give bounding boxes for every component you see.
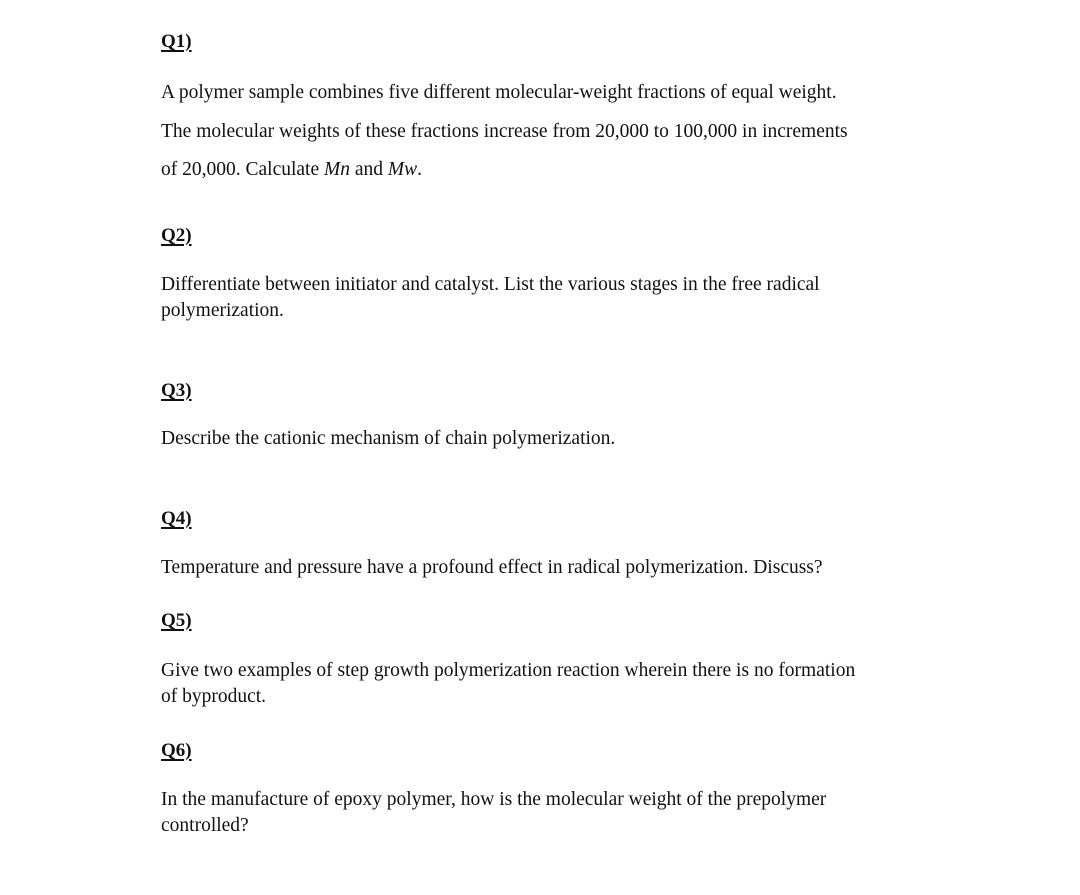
mn-symbol: Mn	[324, 159, 350, 180]
question-6-line-1: In the manufacture of epoxy polymer, how is the molecular weight of the prepolymer	[161, 789, 827, 810]
question-3-line-1: Describe the cationic mechanism of chain polymerization.	[161, 428, 616, 449]
question-1-line-3-and: and	[350, 159, 388, 180]
question-1-line-3-prefix: of 20,000. Calculate	[161, 159, 324, 180]
question-3-text	[161, 426, 615, 452]
question-5-line-2: of byproduct.	[161, 686, 267, 707]
mw-symbol: Mw	[387, 159, 418, 180]
question-4-line-1: Temperature and pressure have a profound effect in radical polymerization. Discuss?	[161, 557, 823, 578]
question-4-label: Q4)	[161, 508, 192, 529]
question-1-line-2: The molecular weights of these fractions increase from 20,000 to 100,000 in increments	[161, 120, 848, 142]
question-1-line-3-suffix: .	[417, 159, 423, 180]
question-5-text	[161, 658, 855, 710]
question-1-label: Q1)	[161, 31, 192, 52]
question-6-line-2: controlled?	[161, 815, 249, 836]
question-3-label: Q3)	[161, 380, 192, 401]
question-2-line-2: polymerization.	[161, 300, 284, 321]
question-6-text	[161, 787, 826, 839]
question-2-line-1: Differentiate between initiator and catalyst. List the various stages in the free radical	[161, 274, 820, 295]
question-1-text	[161, 74, 848, 190]
question-5-line-1: Give two examples of step growth polymerization reaction wherein there is no formation	[161, 660, 856, 681]
question-6-label: Q6)	[161, 740, 192, 761]
question-5-label: Q5)	[161, 610, 192, 631]
question-2-label: Q2)	[161, 225, 192, 246]
question-4-text	[161, 555, 823, 581]
question-1-line-1: A polymer sample combines five different molecular-weight fractions of equal weight.	[161, 82, 837, 103]
question-2-text	[161, 272, 820, 324]
question-1-line-3	[161, 151, 848, 190]
